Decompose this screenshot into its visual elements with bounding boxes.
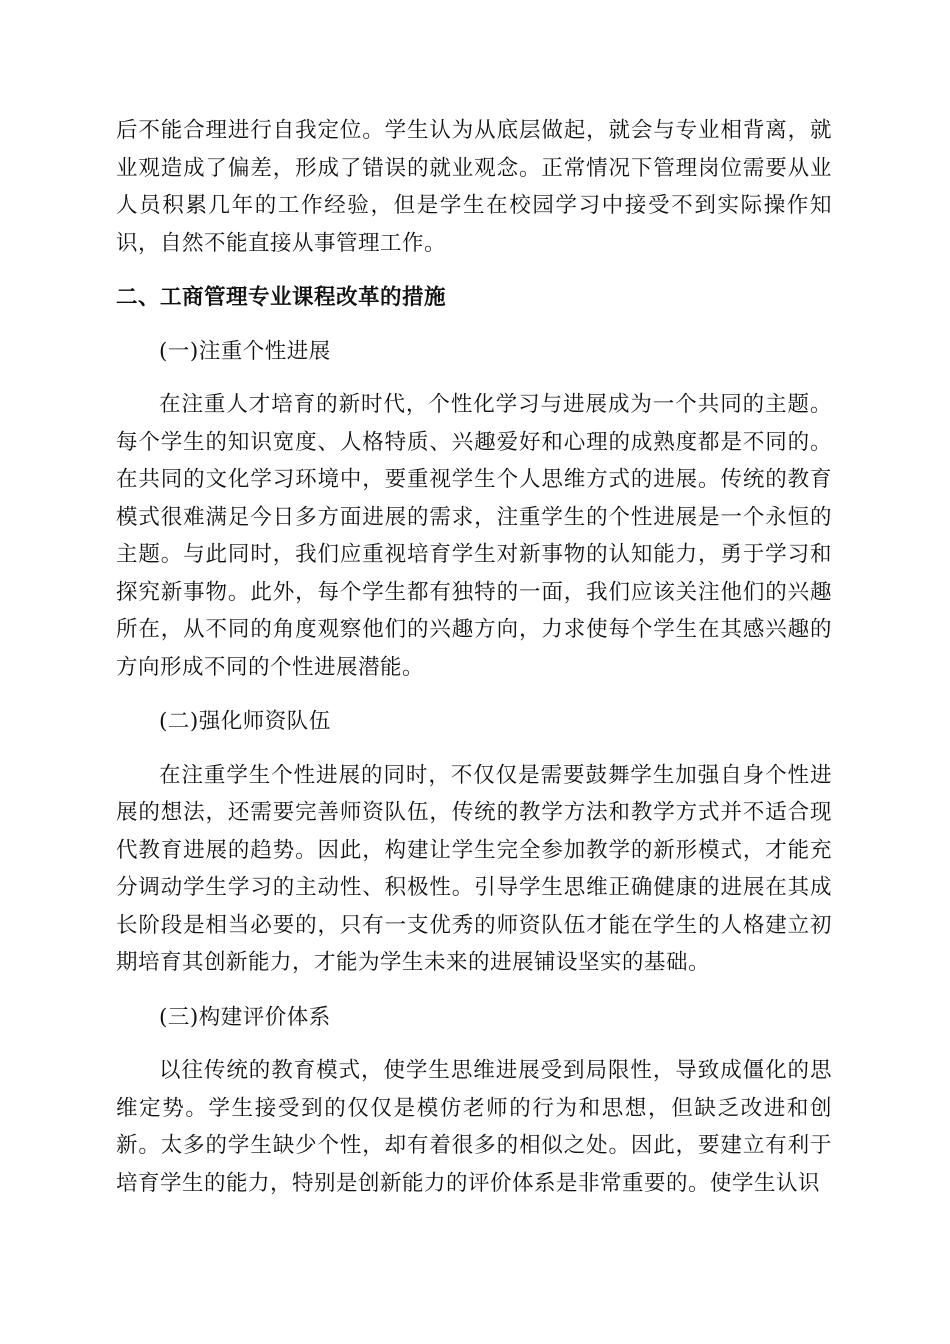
spacer bbox=[116, 317, 832, 333]
spacer bbox=[116, 1036, 832, 1052]
spacer bbox=[116, 686, 832, 703]
subsection-title-3: (三)构建评价体系 bbox=[159, 1004, 331, 1030]
subsection-title-1: (一)注重个性进展 bbox=[159, 338, 331, 364]
spacer bbox=[116, 262, 832, 279]
spacer bbox=[116, 370, 832, 386]
subsection-body-3: 以往传统的教育模式，使学生思维进展受到局限性，导致成僵化的思维定势。学生接受到的仅仅是模仿老师的行为和思想，但缺乏改进和创新。太多的学生缺少个性，却有着很多的相似之处。因此，要建立有利于培育学生的能力，特别是创新能力的评价体系是非常重要的。使学生认识 bbox=[116, 1058, 832, 1196]
spacer bbox=[116, 982, 832, 999]
continuation-paragraph: 后不能合理进行自我定位。学生认为从底层做起，就会与专业相背离，就业观造成了偏差，形成了错误的就业观念。正常情况下管理岗位需要从业人员积累几年的工作经验，但是学生在校园学习中接受不到实际操作知识，自然不能直接从事管理工作。 bbox=[116, 118, 832, 256]
spacer bbox=[116, 741, 832, 757]
document-page bbox=[116, 112, 832, 1202]
subsection-title-2: (二)强化师资队伍 bbox=[159, 709, 331, 734]
subsection-body-2: 在注重学生个性进展的同时，不仅仅是需要鼓舞学生加强自身个性进展的想法，还需要完善师资队伍，传统的教学方法和教学方式并不适合现代教育进展的趋势。因此，构建让学生完全参加教学的新形模式，才能充分调动学生学习的主动性、积极性。引导学生思维正确健康的进展在其成长阶段是相当必要的，只有一支优秀的师资队伍才能在学生的人格建立初期培育其创新能力，才能为学生未来的进展铺设坚实的基础。 bbox=[116, 762, 832, 975]
section-heading: 二、工商管理专业课程改革的措施 bbox=[116, 285, 447, 310]
subsection-body-1: 在注重人才培育的新时代，个性化学习与进展成为一个共同的主题。每个学生的知识宽度、人格特质、兴趣爱好和心理的成熟度都是不同的。在共同的文化学习环境中，要重视学生个人思维方式的进展。传统的教育模式很难满足今日多方面进展的需求，注重学生的个性进展是一个永恒的主题。与此同时，我们应重视培育学生对新事物的认知能力，勇于学习和探究新事物。此外，每个学生都有独特的一面，我们应该关注他们的兴趣所在，从不同的角度观察他们的兴趣方向，力求使每个学生在其感兴趣的方向形成不同的个性进展潜能。 bbox=[116, 392, 832, 680]
